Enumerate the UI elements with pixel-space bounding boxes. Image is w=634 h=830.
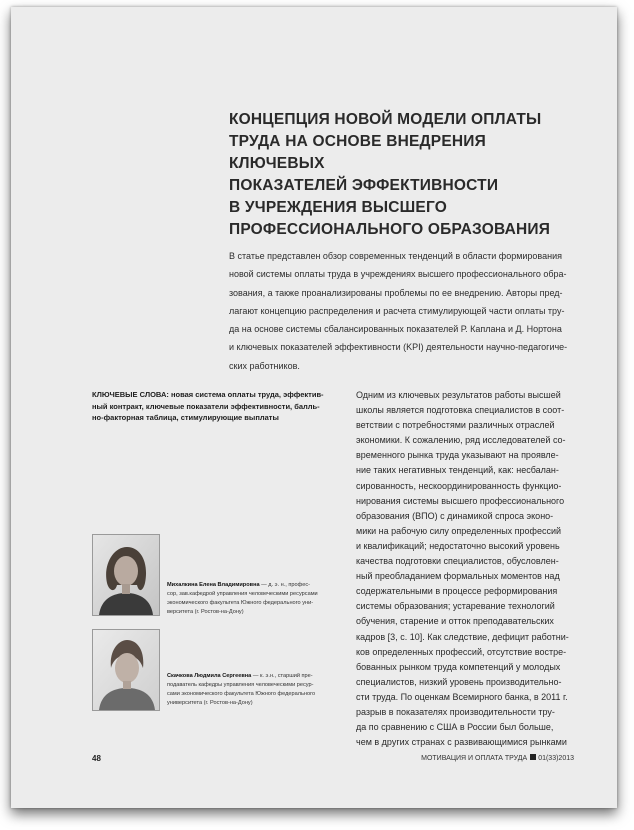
keywords-line: но-факторная таблица, стимулирующие выплаты bbox=[92, 413, 279, 422]
author-description-line: университета (г. Ростов-на-Дону) bbox=[167, 700, 253, 706]
author-description-line: сор, зав.кафедрой управления человеческими ресурсами bbox=[167, 591, 318, 597]
author-description-line: экономического факультета Южного федерального уни- bbox=[167, 600, 314, 606]
body-line: сти труда. По оценкам Всемирного банка, в 2011 г. bbox=[356, 691, 568, 702]
body-text bbox=[356, 388, 606, 750]
body-line: и квалификаций; недостаточно высокий уровень bbox=[356, 540, 560, 551]
body-line: специалистов, низкий уровень производительно- bbox=[356, 676, 562, 687]
body-line: обучения, старение и отток преподавательских bbox=[356, 616, 554, 627]
body-line: качества подготовки специалистов, обусловлен- bbox=[356, 556, 559, 567]
abstract-line: В статье представлен обзор современных тенденций в области формирования bbox=[229, 251, 562, 261]
title-line: ТРУДА НА ОСНОВЕ ВНЕДРЕНИЯ КЛЮЧЕВЫХ bbox=[229, 133, 486, 172]
body-line: образования (ВПО) с динамикой спроса эконо- bbox=[356, 510, 554, 521]
abstract-line: и ключевых показателей эффективности (KPI) деятельности научно-педагогиче- bbox=[229, 342, 568, 353]
body-line: мики на рабочую силу определенных профессий bbox=[356, 525, 562, 536]
abstract-line: новой системы оплаты труда в учреждениях высшего профессионального обра- bbox=[229, 269, 567, 280]
journal-footer bbox=[421, 754, 574, 762]
author-description-line: — к. э.н., старший пре- bbox=[252, 673, 313, 679]
square-separator-icon bbox=[530, 754, 536, 760]
body-line: временного рынка труда указывают на проявле- bbox=[356, 450, 559, 461]
author-info bbox=[167, 672, 352, 708]
body-line: системы образования; устаревание технологий bbox=[356, 601, 555, 612]
author-info bbox=[167, 581, 352, 617]
body-line: сированность, нескоординированность функцио- bbox=[356, 480, 562, 491]
author-name: Михалкина Елена Владимировна bbox=[167, 582, 260, 588]
body-line: ние таких негативных тенденций, как: несбалан- bbox=[356, 465, 559, 476]
article-title bbox=[229, 109, 569, 241]
keywords-line: ный контракт, ключевые показатели эффективности, балль- bbox=[92, 401, 320, 411]
body-line: экономики. К сожалению, ряд исследователей со- bbox=[356, 435, 566, 446]
body-line: чем в других странах с развивающимися рынками bbox=[356, 737, 567, 748]
body-line: разрыв в показателях производительности тру- bbox=[356, 706, 555, 717]
body-line: ков определенных профессий, отсутствие востре- bbox=[356, 646, 567, 657]
journal-page bbox=[11, 7, 617, 808]
body-line: нирования системы высшего профессионального bbox=[356, 495, 565, 506]
keywords-line: КЛЮЧЕВЫЕ СЛОВА: новая система оплаты труда, эффектив- bbox=[92, 390, 324, 399]
abstract-line: лагают концепцию распределения и расчета стимулирующей части оплаты тру- bbox=[229, 305, 565, 316]
body-line: ный преобладанием формальных моментов над bbox=[356, 571, 560, 582]
author-photo bbox=[92, 629, 160, 711]
abstract-line: ских работников. bbox=[229, 360, 300, 371]
page-number: 48 bbox=[92, 754, 101, 763]
body-line: ветствии с потребностями различных отраслей bbox=[356, 420, 555, 431]
body-line: да по сравнению с США в России был больше, bbox=[356, 722, 554, 733]
title-line: ПРОФЕССИОНАЛЬНОГО ОБРАЗОВАНИЯ bbox=[229, 221, 551, 238]
author-description-line: — д. э. н., профес- bbox=[261, 582, 310, 588]
author-photo bbox=[92, 534, 160, 616]
abstract-line: зования, а также проанализированы проблемы по ее внедрению. Авторы пред- bbox=[229, 287, 563, 298]
body-line: Одним из ключевых результатов работы высшей bbox=[356, 390, 561, 400]
author-description-line: верситета (г. Ростов-на-Дону) bbox=[167, 609, 244, 615]
author-description-line: сами экономического факультета Южного федерального bbox=[167, 691, 316, 697]
title-line: КОНЦЕПЦИЯ НОВОЙ МОДЕЛИ ОПЛАТЫ bbox=[229, 111, 542, 128]
author-name: Скачкова Людмила Сергеевна bbox=[167, 673, 252, 679]
body-line: кадров [3, с. 10]. Как следствие, дефицит работни- bbox=[356, 631, 569, 642]
journal-name: МОТИВАЦИЯ И ОПЛАТА ТРУДА bbox=[421, 755, 528, 762]
body-line: школы является подготовка специалистов в соот- bbox=[356, 405, 565, 416]
abstract-line: да на основе системы сбалансированных показателей Р. Каплана и Д. Нортона bbox=[229, 324, 562, 335]
body-line: содержательными в процессе реформирования bbox=[356, 586, 558, 597]
body-line: бованных рынком труда компетенций у молодых bbox=[356, 661, 561, 672]
author-description-line: подаватель кафедры управления человеческими ресур- bbox=[167, 682, 314, 688]
journal-issue: 01(33)2013 bbox=[538, 755, 574, 762]
title-line: В УЧРЕЖДЕНИЯ ВЫСШЕГО bbox=[229, 199, 447, 216]
keywords bbox=[92, 389, 340, 424]
abstract bbox=[229, 247, 601, 375]
title-line: ПОКАЗАТЕЛЕЙ ЭФФЕКТИВНОСТИ bbox=[229, 177, 499, 194]
